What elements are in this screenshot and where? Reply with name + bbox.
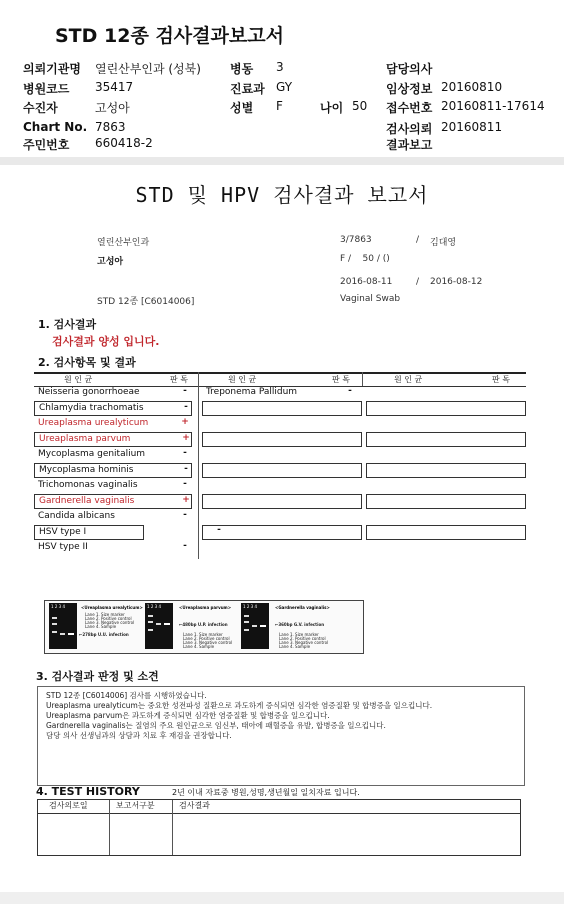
th-organism-3: 원 인 균 <box>394 375 423 384</box>
pi-slash-1: / <box>416 235 420 245</box>
pi-chart-doctor: 3/7863 <box>340 235 372 245</box>
pi-name: 고성아 <box>97 257 124 267</box>
gel-band <box>68 633 74 635</box>
pi-doctor: 김대영 <box>430 238 457 248</box>
organism-result: + <box>182 433 190 443</box>
gel-legend-line: Lane 1. Size marker <box>183 632 223 637</box>
gel-panel-title: <Ureaplasma parvum> <box>179 605 232 610</box>
gel-lane-block <box>49 603 77 649</box>
gel-legend-line: Lane 3. Negative control <box>85 620 135 625</box>
gel-band <box>52 631 57 633</box>
organism-result: - <box>184 402 188 412</box>
gel-legend-line: Lane 2. Positive control <box>279 636 326 641</box>
organism-name: Mycoplasma genitalium <box>38 449 146 459</box>
label-patient: 수진자 <box>23 101 58 115</box>
column-separator <box>198 372 199 559</box>
organism-result: - <box>183 386 187 396</box>
table-row <box>34 463 192 478</box>
organism-name: Ureaplasma parvum <box>39 434 131 444</box>
results-table-header <box>34 372 526 387</box>
organism-result: - <box>183 541 187 551</box>
gel-band <box>148 629 153 631</box>
gel-band <box>52 617 57 619</box>
value-department: GY <box>276 80 293 94</box>
organism-result: - <box>348 386 352 396</box>
column-separator <box>362 372 363 386</box>
empty-cell <box>366 525 526 540</box>
organism-result: - <box>183 448 187 458</box>
table-row <box>34 525 144 540</box>
results-table <box>34 372 526 559</box>
gel-band <box>252 625 257 627</box>
organism-name: Trichomonas vaginalis <box>38 480 138 490</box>
gel-band <box>164 623 170 625</box>
empty-cell <box>202 525 362 540</box>
gel-legend-line: Lane 4. Sample <box>279 644 311 649</box>
value-request-date: 20160811 <box>441 120 503 134</box>
gel-panel-title: <Gardnerella vaginalis> <box>275 605 330 610</box>
bottom-divider <box>0 892 564 904</box>
report-document <box>0 165 564 904</box>
organism-name: Chlamydia trachomatis <box>39 403 144 413</box>
opinion-box <box>37 686 525 786</box>
gel-lane-numbers: 1 2 3 4 <box>243 604 257 609</box>
pi-hospital: 열린산부인과 <box>97 238 150 248</box>
section3-title: 3. 검사결과 판정 및 소견 <box>36 670 159 683</box>
label-doctor: 담당의사 <box>386 62 433 76</box>
table-row <box>202 386 366 401</box>
gel-electrophoresis-image <box>44 600 364 654</box>
table-row <box>34 401 192 416</box>
value-hospital-code: 35417 <box>95 80 134 94</box>
th-result-3: 판 독 <box>492 375 510 384</box>
th-result-1: 판 독 <box>170 375 188 384</box>
empty-cell <box>202 463 362 478</box>
gel-band <box>52 623 57 625</box>
report-header <box>0 0 564 158</box>
th-organism-2: 원 인 균 <box>228 375 257 384</box>
empty-cell <box>202 494 362 509</box>
pi-date-report: 2016-08-12 <box>430 277 483 287</box>
value-institution: 열린산부인과 (성북) <box>95 62 201 76</box>
value-clinical-info: 20160810 <box>441 80 503 94</box>
empty-cell <box>366 463 526 478</box>
gel-band <box>156 623 161 625</box>
header-title: STD 12종 검사결과보고서 <box>55 25 284 47</box>
pi-slash-2: / <box>416 277 420 287</box>
overall-result: 검사결과 양성 입니다. <box>52 335 160 348</box>
table-row <box>34 541 198 556</box>
table-row <box>34 386 198 401</box>
gel-band <box>148 621 153 623</box>
report-title: STD 및 HPV 검사결과 보고서 <box>135 183 429 207</box>
label-ward: 병동 <box>230 62 254 76</box>
label-hospital-code: 병원코드 <box>23 82 70 96</box>
organism-name: Candida albicans <box>38 511 115 521</box>
organism-name: Ureaplasma urealyticum <box>38 418 149 428</box>
value-patient: 고성아 <box>95 101 130 115</box>
history-col-request-date: 검사의로일 <box>49 801 88 810</box>
history-table <box>37 799 521 856</box>
opinion-line: STD 12종 [C6014006] 검사를 시행하였습니다. <box>46 691 207 700</box>
gel-legend-line: Lane 3. Negative control <box>279 640 329 645</box>
organism-result: - <box>184 464 188 474</box>
organism-name: Treponema Pallidum <box>206 387 298 397</box>
table-row <box>34 417 198 432</box>
table-row <box>34 479 198 494</box>
column-separator <box>109 800 110 855</box>
gel-band-label: ←480bp U.P. infection <box>179 622 228 627</box>
gel-band-label: ←278bp U.U. infection <box>79 632 129 637</box>
history-table-header <box>38 800 520 814</box>
value-ward: 3 <box>276 60 284 74</box>
gel-band <box>244 621 249 623</box>
gel-panel-title: <Ureaplasma urealyticum> <box>81 605 143 610</box>
gel-legend-line: Lane 3. Negative control <box>183 640 233 645</box>
organism-result: - <box>183 510 187 520</box>
value-sex: F <box>276 99 283 113</box>
section1-title: 1. 검사결과 <box>38 318 97 331</box>
gel-band <box>244 629 249 631</box>
empty-cell <box>366 494 526 509</box>
opinion-line: 담당 의사 선생님과의 상담과 치료 후 재검을 권장합니다. <box>46 731 232 740</box>
organism-result: + <box>181 417 189 427</box>
table-row <box>34 448 198 463</box>
gel-band <box>260 625 266 627</box>
gel-lane-numbers: 1 2 3 4 <box>147 604 161 609</box>
organism-name: Mycoplasma hominis <box>39 465 134 475</box>
gel-band <box>148 615 153 617</box>
opinion-line: Ureaplasma parvum은 과도하게 증식되면 심각한 염증질환 및 합병증을 일으킵니다. <box>46 711 330 720</box>
empty-cell <box>366 432 526 447</box>
label-department: 진료과 <box>230 82 265 96</box>
opinion-line: Gardnerella vaginalis는 질염의 주요 원인균으로 임신부, 태아에 패혈증을 유발, 합병증을 일으킵니다. <box>46 721 386 730</box>
label-resident-no: 주민번호 <box>23 138 70 152</box>
column-separator <box>172 800 173 855</box>
empty-cell <box>202 401 362 416</box>
th-organism-1: 원 인 균 <box>64 375 93 384</box>
th-result-2: 판 독 <box>332 375 350 384</box>
gel-legend-line: Lane 2. Positive control <box>85 616 132 621</box>
label-receipt-no: 접수번호 <box>386 101 433 115</box>
value-age: 50 <box>352 99 368 113</box>
empty-cell <box>202 432 362 447</box>
organism-result: - <box>217 525 221 535</box>
gel-legend-line: Lane 4. Sample <box>85 624 117 629</box>
gel-lane-numbers: 1 2 3 4 <box>51 604 65 609</box>
section4-title: 4. TEST HISTORY <box>36 785 140 798</box>
organism-result: + <box>182 495 190 505</box>
organism-name: HSV type II <box>38 542 88 552</box>
table-row <box>34 510 198 525</box>
label-request-date: 검사의뢰 <box>386 122 433 136</box>
label-clinical-info: 임상정보 <box>386 82 433 96</box>
opinion-line: Ureaplasma urealyticum는 중요한 성전파성 질환으로 과도하게 증식되면 심각한 염증질환 및 합병증을 일으킵니다. <box>46 701 433 710</box>
label-report-result: 결과보고 <box>386 138 433 152</box>
value-resident-no: 660418-2 <box>95 136 153 150</box>
gel-legend-line: Lane 1. Size marker <box>85 612 125 617</box>
organism-name: HSV type I <box>39 527 87 537</box>
gel-legend-line: Lane 1. Size marker <box>279 632 319 637</box>
value-receipt-no: 20160811-17614 <box>441 99 545 113</box>
section2-title: 2. 검사항목 및 결과 <box>38 356 136 369</box>
label-chart-no: Chart No. <box>23 120 88 134</box>
table-row <box>34 494 192 509</box>
gel-lane-block <box>241 603 269 649</box>
label-sex: 성별 <box>230 101 254 115</box>
gel-legend-line: Lane 4. Sample <box>183 644 215 649</box>
organism-name: Gardnerella vaginalis <box>39 496 135 506</box>
organism-result: - <box>183 479 187 489</box>
pi-sex-age: F / 50 / () <box>340 254 390 264</box>
history-col-result: 검사결과 <box>179 801 210 810</box>
empty-cell <box>366 401 526 416</box>
pi-date-request: 2016-08-11 <box>340 277 393 287</box>
history-col-report-type: 보고서구분 <box>116 801 155 810</box>
section-divider <box>0 157 564 165</box>
pi-specimen: Vaginal Swab <box>340 294 401 304</box>
gel-lane-block <box>145 603 173 649</box>
gel-band <box>244 615 249 617</box>
table-row <box>34 432 192 447</box>
gel-legend-line: Lane 2. Positive control <box>183 636 230 641</box>
label-institution: 의뢰기관명 <box>23 62 81 76</box>
gel-band-label: ←360bp G.V. infection <box>275 622 325 627</box>
value-chart-no: 7863 <box>95 120 126 134</box>
organism-name: Neisseria gonorrhoeae <box>38 387 140 397</box>
label-age: 나이 <box>320 101 344 115</box>
gel-band <box>60 633 65 635</box>
pi-test-code: STD 12종 [C6014006] <box>97 297 195 307</box>
history-note: 2년 이내 자료중 병원,성명,생년월일 일치자료 입니다. <box>172 788 360 797</box>
